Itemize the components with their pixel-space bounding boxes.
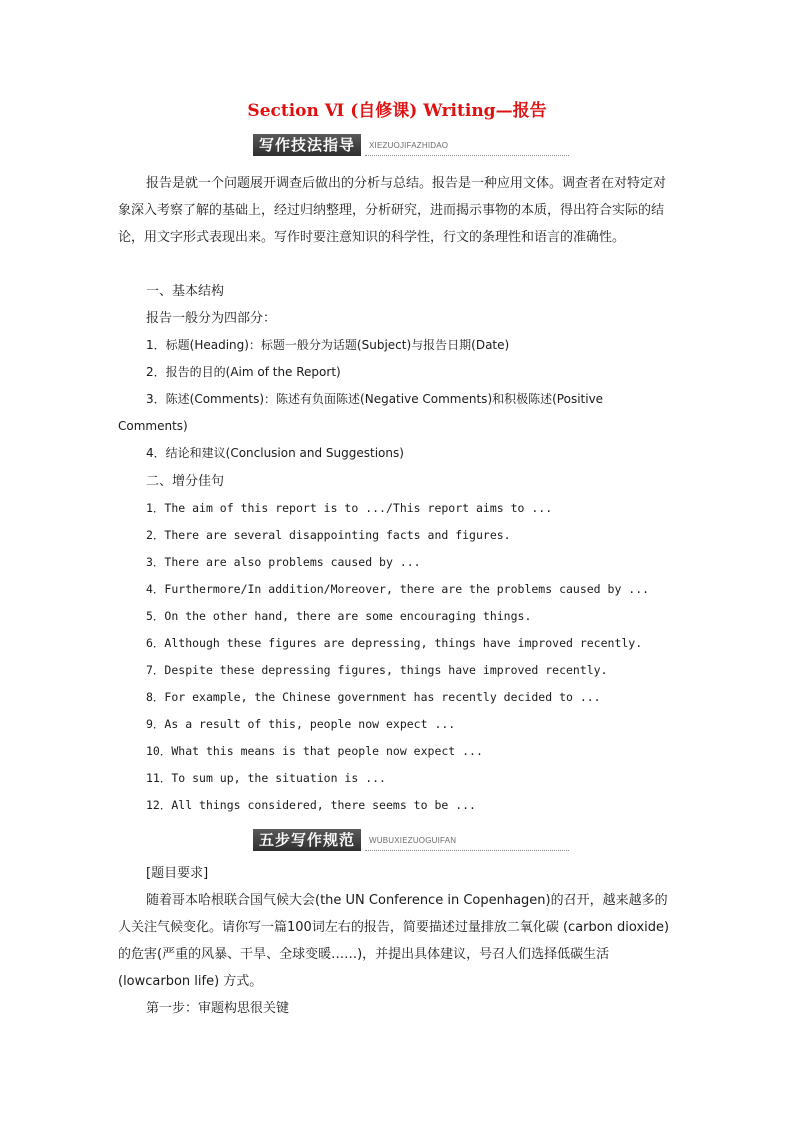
list-item: 3．陈述(Comments)：陈述有负面陈述(Negative Comments)和积极陈述(Positive [146,392,604,406]
list-item: 4．Furthermore/In addition/Moreover, there are the problems caused by ... [146,582,650,596]
banner-label: 写作技法指导 [253,134,361,156]
list-item: 8．For example, the Chinese government has recently decided to ... [146,690,601,704]
list-item-continuation: Comments) [118,419,188,433]
list-item: 4．结论和建议(Conclusion and Suggestions) [146,446,404,460]
section-heading: 一、基本结构 [146,284,225,299]
list-item: 1．标题(Heading)：标题一般分为话题(Subject)与报告日期(Date) [146,338,510,352]
section-banner-writing-tips [253,134,571,158]
banner-pinyin: WUBUXIEZUOGUIFAN [369,836,457,845]
task-paragraph: 随着哥本哈根联合国气候大会(the UN Conference in Copenhagen)的召开，越来越多的人关注气候变化。请你写一篇100词左右的报告，简要描述过量排放二氧化碳 (carbon dioxide)的危害(严重的风暴、干旱、全球变暖……)，并提出具体建议，号召人们选择低碳生活 (lowcarbon life) 方式。 [118,893,670,989]
task-label: [题目要求] [146,866,209,881]
list-item: 2．报告的目的(Aim of the Report) [146,365,341,379]
dotted-divider [365,850,569,851]
section-banner-five-steps [253,829,571,853]
list-item: 9．As a result of this, people now expect ... [146,717,456,731]
list-item: 10．What this means is that people now expect ... [146,744,483,758]
list-item: 7．Despite these depressing figures, things have improved recently. [146,663,608,677]
page-title: Section Ⅵ (自修课) Writing—报告 [247,101,547,121]
dotted-divider [365,155,569,156]
intro-paragraph: 报告是就一个问题展开调查后做出的分析与总结。报告是一种应用文体。调查者在对特定对象深入考察了解的基础上，经过归纳整理，分析研究，进而揭示事物的本质，得出符合实际的结论，用文字形式表现出来。写作时要注意知识的科学性，行文的条理性和语言的准确性。 [118,176,667,245]
list-item: 1．The aim of this report is to .../This report aims to ... [146,501,553,515]
list-item: 12．All things considered, there seems to be ... [146,798,476,812]
list-item: 2．There are several disappointing facts and figures. [146,528,511,542]
banner-pinyin: XIEZUOJIFAZHIDAO [369,141,449,150]
section-lead: 报告一般分为四部分： [146,311,277,326]
banner-label: 五步写作规范 [253,829,361,851]
sentences-section [118,468,678,819]
task-section [118,860,678,1022]
list-item: 6．Although these figures are depressing, things have improved recently. [146,636,643,650]
list-item: 5．On the other hand, there are some encouraging things. [146,609,532,623]
section-heading: 二、增分佳句 [146,474,225,489]
intro-block [118,170,678,251]
step-heading: 第一步：审题构思很关键 [146,1001,290,1016]
list-item: 3．There are also problems caused by ... [146,555,421,569]
list-item: 11．To sum up, the situation is ... [146,771,386,785]
structure-section [118,278,678,467]
